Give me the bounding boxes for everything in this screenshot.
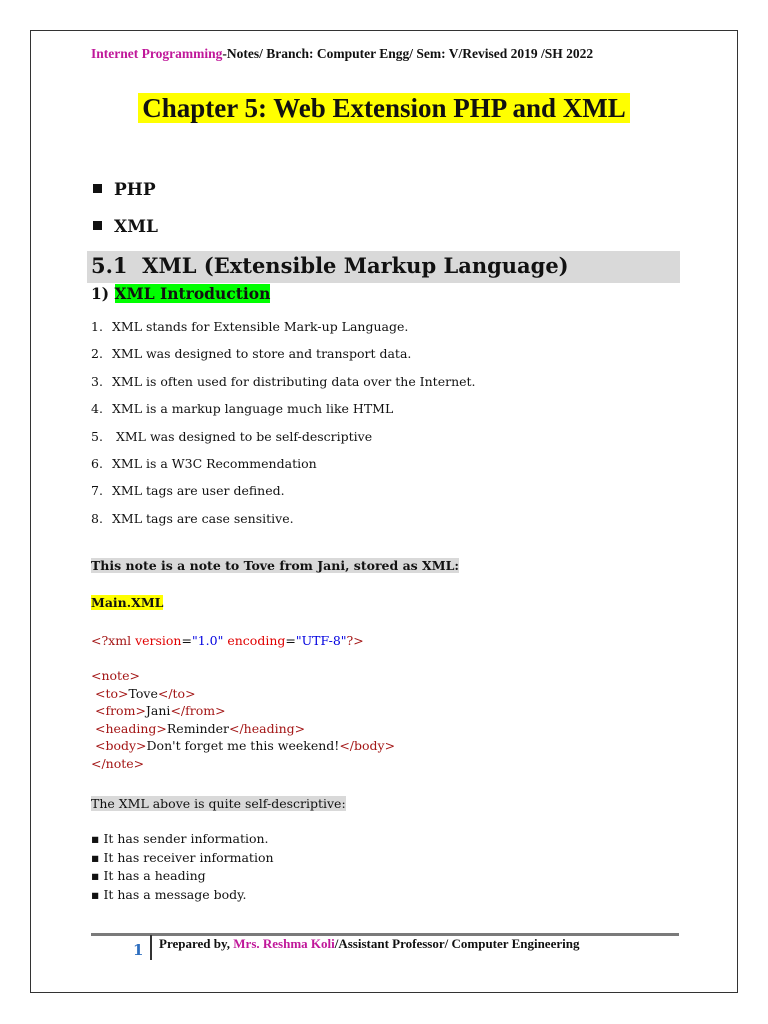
section-heading (91, 253, 569, 278)
list-text: XML is often used for distributing data over the Internet. (112, 373, 476, 389)
topic-label: PHP (114, 180, 156, 200)
header-details: -Notes/ Branch: Computer Engg/ Sem: V/Revised 2019 /SH 2022 (222, 46, 594, 61)
section-number: 5.1 (91, 253, 128, 278)
code-token: ?> (346, 633, 364, 648)
list-text: XML was designed to store and transport data. (112, 346, 412, 362)
topic-label: XML (114, 217, 158, 237)
code-token: <to> (94, 685, 129, 701)
code-token: "1.0" (191, 633, 224, 648)
code-token: </heading> (228, 720, 306, 736)
xml-declaration: <?xml version="1.0" encoding="UTF-8"?> (91, 633, 364, 648)
code-token: </to> (157, 685, 196, 701)
section-title: XML (Extensible Markup Language) (142, 253, 569, 278)
note-caption-text: This note is a note to Tove from Jani, stored as XML: (91, 558, 459, 573)
code-token: <?xml (91, 633, 136, 648)
header-subject: Internet Programming (91, 46, 223, 61)
code-token: "UTF-8" (295, 633, 347, 648)
list-number: 2. (91, 346, 103, 362)
list-item: ▪ It has sender information. (91, 831, 269, 846)
code-token: </body> (339, 738, 396, 753)
code-token: Reminder (166, 720, 229, 736)
code-token: <body> (94, 738, 147, 753)
footer-credit (159, 936, 579, 952)
list-number: 3. (91, 373, 103, 389)
self-descriptive-caption-text: The XML above is quite self-descriptive: (91, 796, 346, 811)
page-header (91, 46, 593, 62)
subsection-prefix: 1) (91, 284, 115, 303)
subsection-heading (91, 284, 270, 303)
list-number: 1. (91, 319, 103, 334)
code-token: </note> (91, 755, 145, 771)
list-item (91, 346, 476, 373)
code-token: Jani (145, 703, 171, 718)
footer-author: Mrs. Reshma Koli (233, 936, 335, 951)
list-number: 7. (91, 483, 103, 499)
note-caption (91, 558, 459, 573)
file-name-text: Main.XML (91, 595, 164, 610)
list-item: ▪ It has a heading (91, 868, 206, 883)
subsection-title: XML Introduction (114, 284, 271, 303)
chapter-title-text: Chapter 5: Web Extension PHP and XML (138, 93, 630, 123)
code-token: encoding (227, 633, 286, 648)
list-item: ▪ It has receiver information (91, 849, 274, 865)
feature-list (91, 831, 274, 905)
list-item (91, 401, 476, 428)
list-item (91, 511, 476, 538)
list-text: XML is a markup language much like HTML (112, 401, 394, 417)
list-text: XML tags are user defined. (112, 483, 285, 499)
list-item (91, 374, 476, 401)
list-number: 8. (91, 510, 103, 526)
page-number: 1 (133, 941, 144, 959)
intro-list (91, 319, 476, 538)
list-text: XML stands for Extensible Mark-up Language. (112, 319, 409, 334)
file-name-label (91, 595, 163, 610)
list-item (91, 429, 476, 456)
list-number: 6. (91, 455, 103, 471)
list-item (91, 456, 476, 483)
code-token: </from> (170, 703, 226, 718)
chapter-title (0, 93, 768, 124)
code-token: version (135, 633, 182, 648)
list-number: 5. (91, 428, 103, 444)
list-text: XML tags are case sensitive. (112, 510, 294, 526)
square-bullet-icon (93, 221, 102, 230)
list-text: XML is a W3C Recommendation (112, 455, 317, 471)
xml-code-block (91, 667, 395, 772)
list-item: ▪ It has a message body. (91, 886, 247, 902)
code-token: Tove (128, 685, 158, 701)
list-item (91, 319, 476, 346)
footer-prepared-by: Prepared by, (159, 936, 234, 951)
list-item (91, 483, 476, 510)
code-token: <note> (91, 668, 140, 683)
code-token: <heading> (94, 720, 167, 736)
list-number: 4. (91, 401, 103, 417)
footer-divider (150, 935, 152, 960)
topic-xml (93, 217, 158, 237)
self-descriptive-caption (91, 796, 346, 811)
footer-role: /Assistant Professor/ Computer Engineering (334, 936, 580, 951)
list-text: XML was designed to be self-descriptive (112, 428, 373, 444)
topic-php (93, 180, 156, 200)
code-token: Don't forget me this weekend! (146, 738, 340, 753)
square-bullet-icon (93, 184, 102, 193)
code-token: <from> (94, 703, 146, 718)
